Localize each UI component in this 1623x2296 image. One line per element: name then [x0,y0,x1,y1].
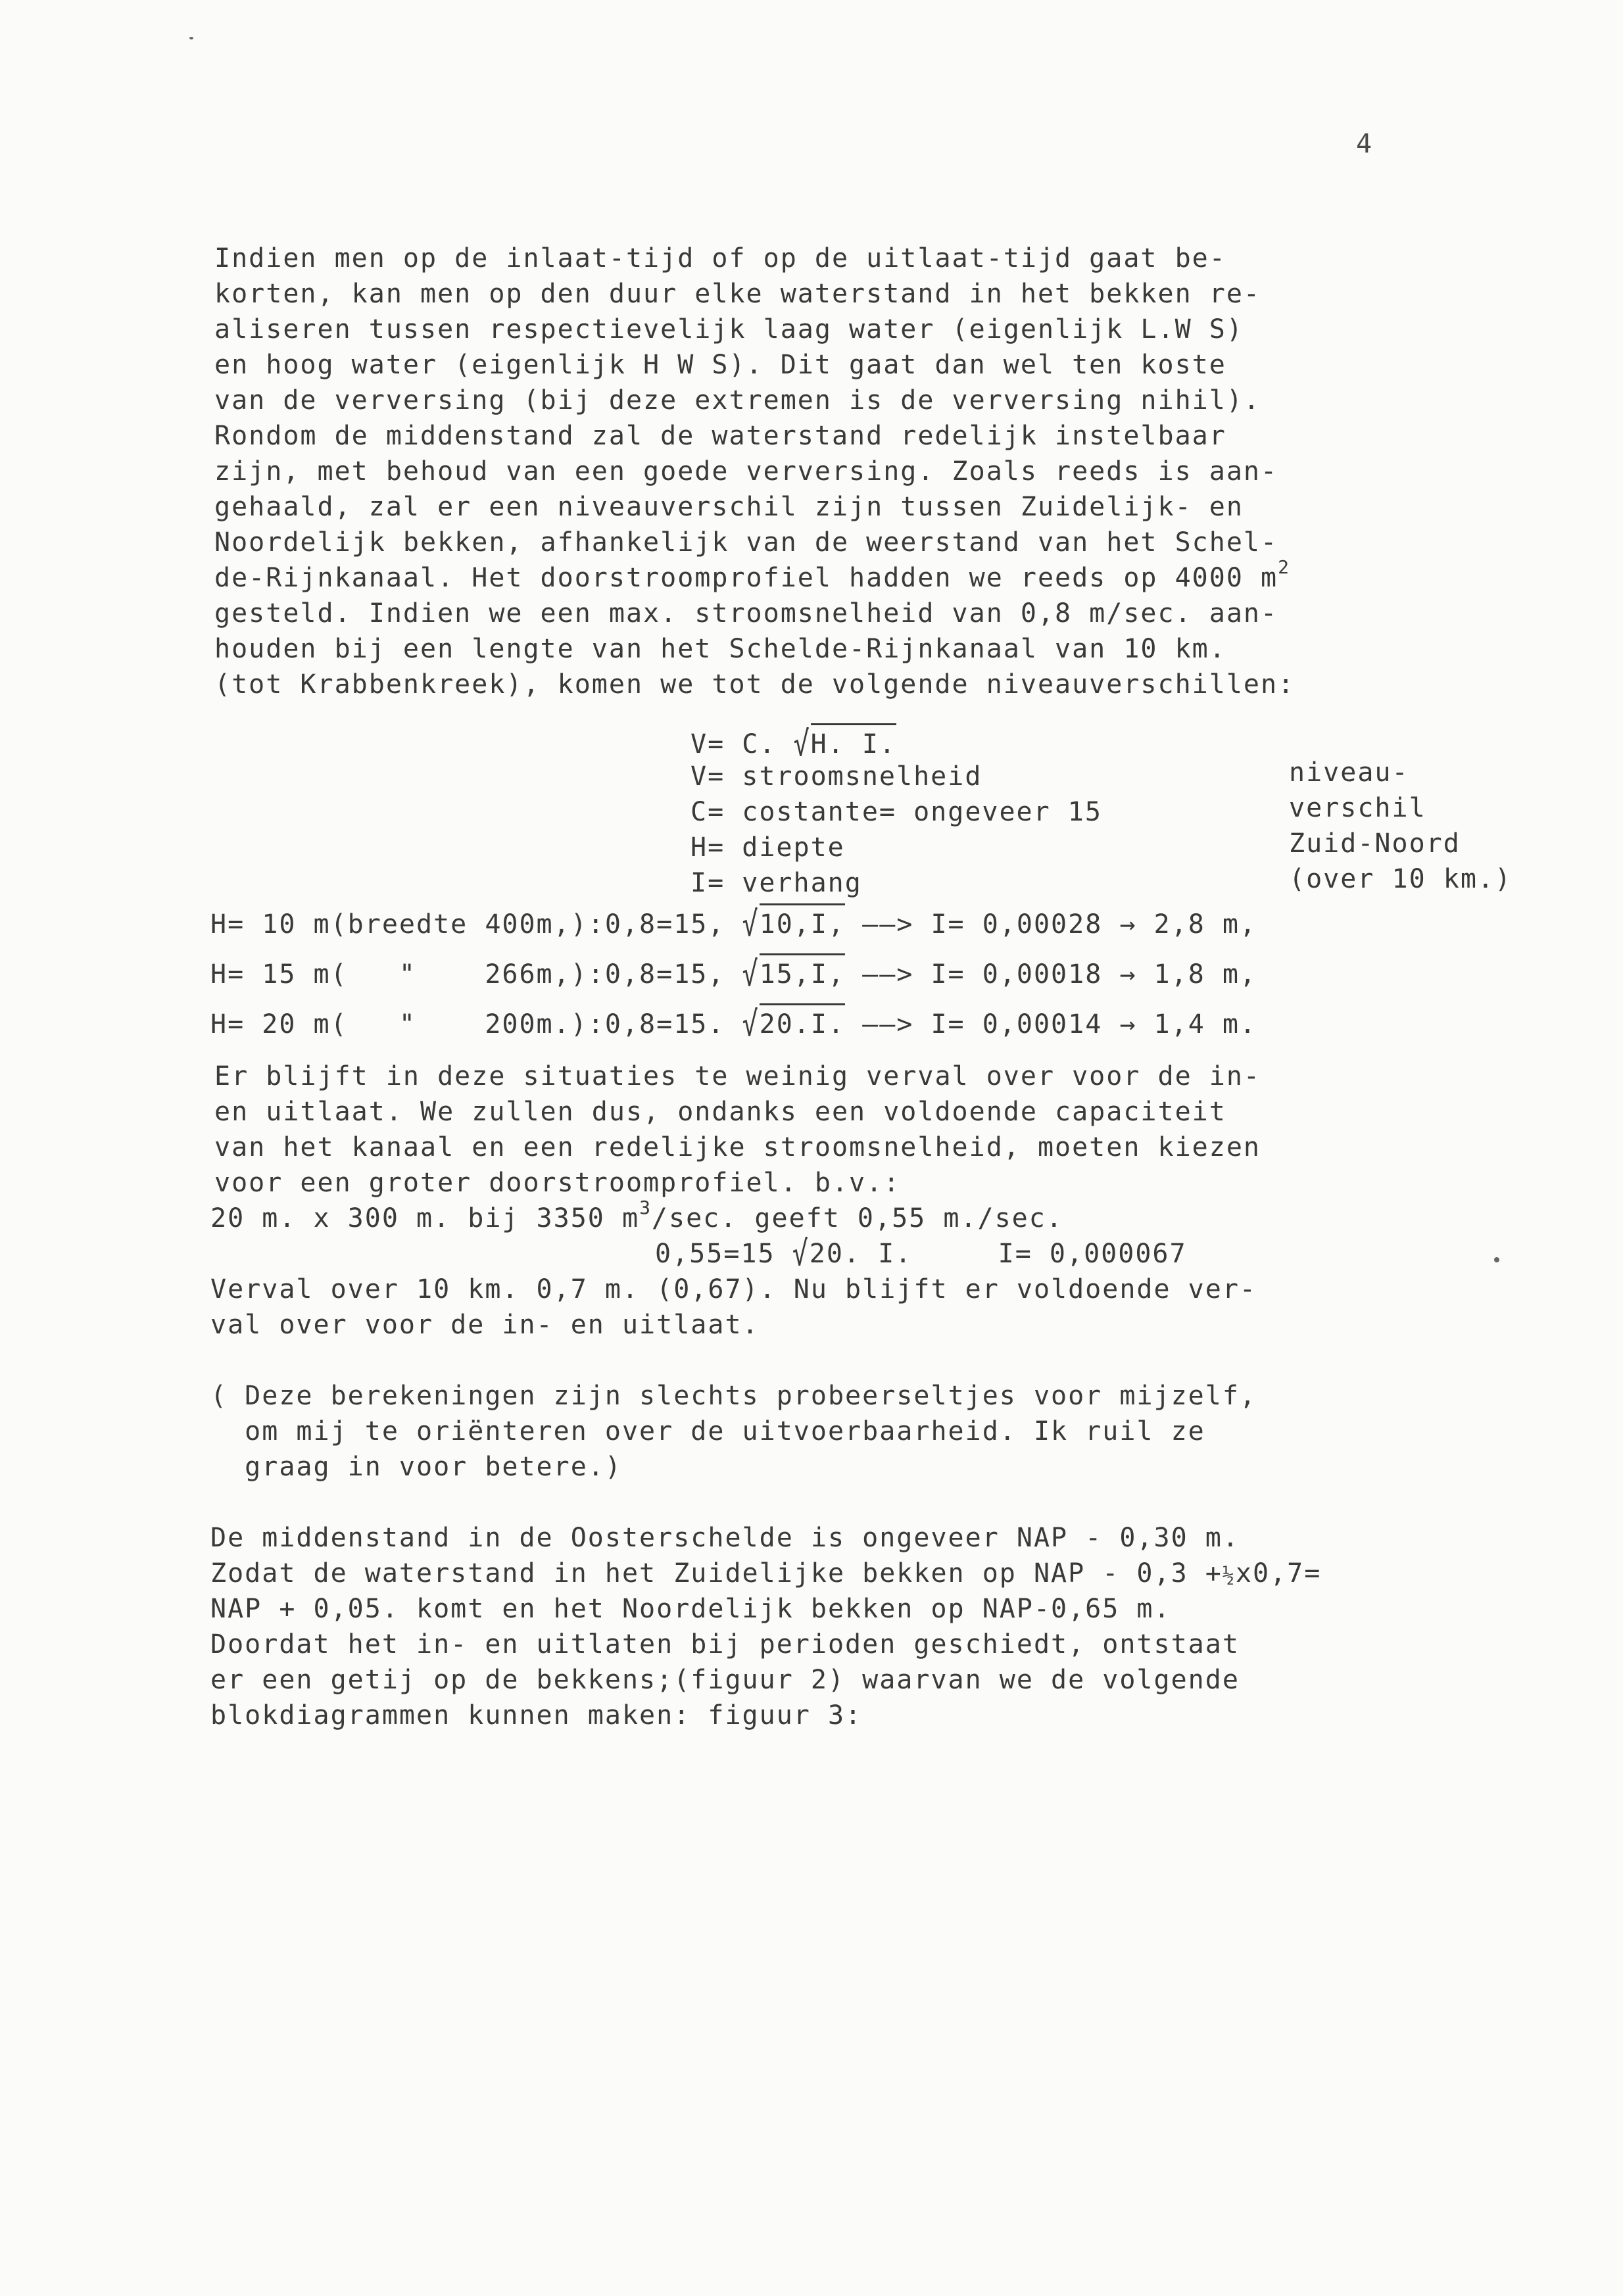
text-line: Indien men op de inlaat-tijd of op de uitlaat-tijd gaat be- [214,243,1226,274]
calc-root: 15,I, [760,953,845,992]
header-line: verschil [1289,793,1426,823]
formula-root: H. I. [811,723,896,762]
text-line: Rondom de middenstand zal de waterstand redelijk instelbaar [214,421,1226,451]
text-line: van het kanaal en een redelijke stroomsnelheid, moeten kiezen [214,1132,1261,1162]
fraction-half: ½ [1222,1564,1236,1587]
calc-row [210,1003,1257,1042]
text-segment: x0,7= [1235,1558,1322,1589]
calc-root: 20.I. [760,1003,845,1042]
paper-speck [189,37,193,39]
calc-prefix: H= 20 m( " 200m.):0,8=15. [210,1009,742,1040]
header-line: Zuid-Noord [1289,828,1461,859]
text-line [214,556,1290,598]
text-line: voor een groter doorstroomprofiel. b.v.: [214,1168,901,1198]
definition-c: C= costante= ongeveer 15 [690,797,1102,827]
example-line [210,1197,1063,1239]
text-line: De middenstand in de Oosterschelde is ongeveer NAP - 0,30 m. [210,1523,1240,1553]
paper-speck [1494,1257,1499,1262]
note-line: ( Deze berekeningen zijn slechts probeerseltjes voor mijzelf, [210,1381,1257,1411]
text-line: en uitlaat. We zullen dus, ondanks een voldoende capaciteit [214,1097,1226,1127]
note-line: graag in voor betere.) [210,1452,622,1482]
text-line [210,1556,1321,1594]
definition-v: V= stroomsnelheid [690,761,982,792]
example-formula [655,1236,1187,1272]
formula-line [690,723,896,762]
text-line: Verval over 10 km. 0,7 m. (0,67). Nu blijft er voldoende ver- [210,1274,1257,1304]
example-formula-post: I= 0,000067 [912,1239,1187,1269]
text-line: NAP + 0,05. komt en het Noordelijk bekken op NAP-0,65 m. [210,1594,1171,1624]
text-line: zijn, met behoud van een goede verversing. Zoals reeds is aan- [214,456,1278,487]
text-line: Er blijft in deze situaties te weinig verval over voor de in- [214,1061,1261,1091]
text-line: houden bij een lengte van het Schelde-Rijnkanaal van 10 km. [214,634,1226,664]
example-formula-pre: 0,55=15 [655,1239,792,1269]
example-formula-root: 20. I. [809,1239,913,1269]
example-pre: 20 m. x 300 m. bij 3350 m [210,1203,640,1233]
example-post: /sec. geeft 0,55 m./sec. [651,1203,1063,1233]
superscript: 2 [1278,556,1290,578]
header-line: (over 10 km.) [1289,864,1513,894]
text-line: Noordelijk bekken, afhankelijk van de weerstand van het Schel- [214,527,1278,558]
header-line: niveau- [1289,757,1409,788]
text-line: van de verversing (bij deze extremen is de verversing nihil). [214,385,1261,416]
text-line: gesteld. Indien we een max. stroomsnelheid van 0,8 m/sec. aan- [214,598,1278,629]
definition-i: I= verhang [690,868,862,898]
sqrt-symbol: √ [742,905,760,944]
text-segment: Zodat de waterstand in het Zuidelijke bekken op NAP - 0,3 + [210,1558,1223,1589]
calc-row [210,903,1257,942]
text-line: (tot Krabbenkreek), komen we tot de volgende niveauverschillen: [214,669,1296,700]
page-number: 4 [1356,129,1372,159]
sqrt-symbol: √ [742,1005,760,1044]
formula-lhs: V= C. [690,729,794,759]
calc-root: 10,I, [760,903,845,942]
sqrt-symbol: √ [792,1234,810,1274]
text-segment: de-Rijnkanaal. Het doorstroomprofiel hadden we reeds op 4000 m [214,563,1278,593]
text-line: blokdiagrammen kunnen maken: figuur 3: [210,1700,863,1731]
calc-result: ——> I= 0,00014 → 1,4 m. [845,1009,1257,1040]
calc-row [210,953,1257,992]
text-line: er een getij op de bekkens;(figuur 2) waarvan we de volgende [210,1665,1240,1695]
sqrt-symbol: √ [742,955,760,994]
definition-h: H= diepte [690,832,845,863]
text-line: aliseren tussen respectievelijk laag water (eigenlijk L.W S) [214,314,1244,345]
calc-prefix: H= 10 m(breedte 400m,):0,8=15, [210,909,742,940]
calc-result: ——> I= 0,00018 → 1,8 m, [845,959,1257,990]
text-line: val over voor de in- en uitlaat. [210,1310,760,1340]
calc-result: ——> I= 0,00028 → 2,8 m, [845,909,1257,940]
superscript: 3 [639,1197,652,1218]
text-line: gehaald, zal er een niveauverschil zijn tussen Zuidelijk- en [214,492,1244,522]
sqrt-symbol: √ [793,725,811,764]
text-line: Doordat het in- en uitlaten bij perioden geschiedt, ontstaat [210,1629,1240,1660]
text-line: korten, kan men op den duur elke waterstand in het bekken re- [214,279,1261,309]
text-line: en hoog water (eigenlijk H W S). Dit gaat dan wel ten koste [214,350,1226,380]
calc-prefix: H= 15 m( " 266m,):0,8=15, [210,959,742,990]
note-line: om mij te oriënteren over de uitvoerbaarheid. Ik ruil ze [210,1416,1205,1447]
